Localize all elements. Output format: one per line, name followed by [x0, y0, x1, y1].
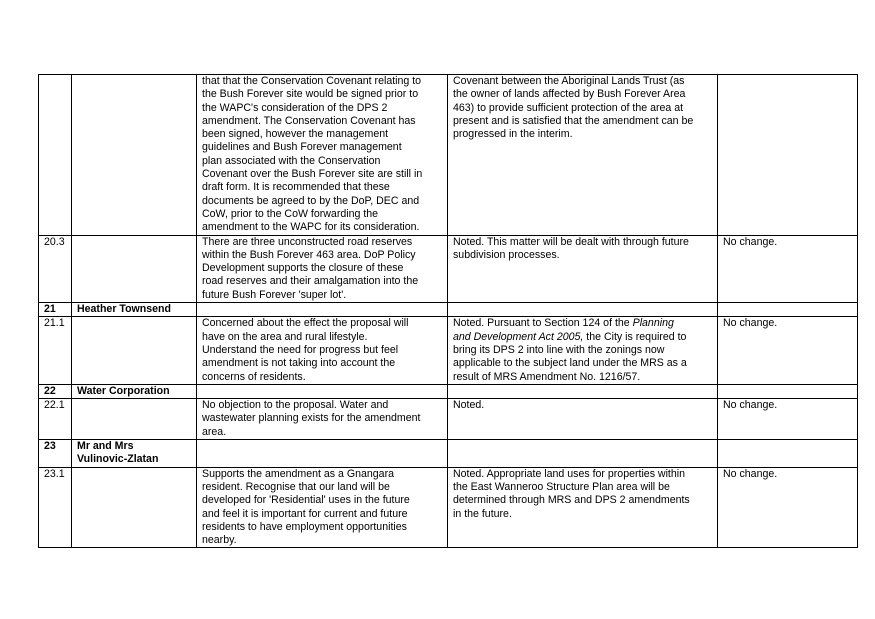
officer-response [448, 303, 718, 317]
submission-summary: There are three unconstructed road reserves within the Bush Forever 463 area. DoP Policy Development supports the closure of these road reserves and their amalgamation into the future Bush Forever 'super lot'. [197, 235, 448, 302]
recommendation [718, 384, 858, 398]
submission-summary [197, 303, 448, 317]
officer-response: Noted. [448, 399, 718, 440]
submission-number: 22 [39, 384, 72, 398]
recommendation [718, 75, 858, 236]
table-row [39, 75, 858, 236]
table-row [39, 317, 858, 384]
submission-summary [197, 440, 448, 468]
submission-number: 22.1 [39, 399, 72, 440]
submission-number: 21 [39, 303, 72, 317]
table-row [39, 467, 858, 548]
submissions-table [38, 74, 858, 548]
submitter-name [72, 235, 197, 302]
submitter-name: Mr and Mrs Vulinovic-Zlatan [72, 440, 197, 468]
table-row [39, 303, 858, 317]
table-row [39, 235, 858, 302]
submission-summary: Concerned about the effect the proposal will have on the area and rural lifestyle. Understand the need for progress but feel amendment is not taking into account the concerns of residents. [197, 317, 448, 384]
table-row [39, 399, 858, 440]
submitter-name [72, 399, 197, 440]
submission-number: 21.1 [39, 317, 72, 384]
submitter-name: Heather Townsend [72, 303, 197, 317]
recommendation: No change. [718, 235, 858, 302]
officer-response: Noted. Appropriate land uses for properties within the East Wanneroo Structure Plan area will be determined through MRS and DPS 2 amendments in the future. [448, 467, 718, 548]
officer-response [448, 384, 718, 398]
officer-response: Covenant between the Aboriginal Lands Trust (as the owner of lands affected by Bush Forever Area 463) to provide sufficient protection of the area at present and is satisfied that the amendment can be progressed in the interim. [448, 75, 718, 236]
submission-number: 23 [39, 440, 72, 468]
table-row [39, 440, 858, 468]
officer-response: Noted. Pursuant to Section 124 of the Planning and Development Act 2005, the City is required to bring its DPS 2 into line with the zonings now applicable to the subject land under the MRS as a result of MRS Amendment No. 1216/57. [448, 317, 718, 384]
recommendation [718, 440, 858, 468]
submitter-name [72, 75, 197, 236]
submitter-name: Water Corporation [72, 384, 197, 398]
submission-summary: Supports the amendment as a Gnangara resident. Recognise that our land will be developed for 'Residential' uses in the future and feel it is important for current and future residents to have employment opportunities nearby. [197, 467, 448, 548]
recommendation: No change. [718, 467, 858, 548]
recommendation [718, 303, 858, 317]
submitter-name [72, 467, 197, 548]
submission-summary: that that the Conservation Covenant relating to the Bush Forever site would be signed prior to the WAPC's consideration of the DPS 2 amendment. The Conservation Covenant has been signed, however the management guidelines and Bush Forever management plan associated with the Conservation Covenant over the Bush Forever site are still in draft form. It is recommended that these documents be agreed to by the DoP, DEC and CoW, prior to the CoW forwarding the amendment to the WAPC for its consideration. [197, 75, 448, 236]
officer-response: Noted. This matter will be dealt with through future subdivision processes. [448, 235, 718, 302]
submission-number: 20.3 [39, 235, 72, 302]
submission-number [39, 75, 72, 236]
officer-response [448, 440, 718, 468]
submission-summary [197, 384, 448, 398]
table-row [39, 384, 858, 398]
submission-summary: No objection to the proposal. Water and wastewater planning exists for the amendment area. [197, 399, 448, 440]
submitter-name [72, 317, 197, 384]
submission-number: 23.1 [39, 467, 72, 548]
recommendation: No change. [718, 399, 858, 440]
recommendation: No change. [718, 317, 858, 384]
